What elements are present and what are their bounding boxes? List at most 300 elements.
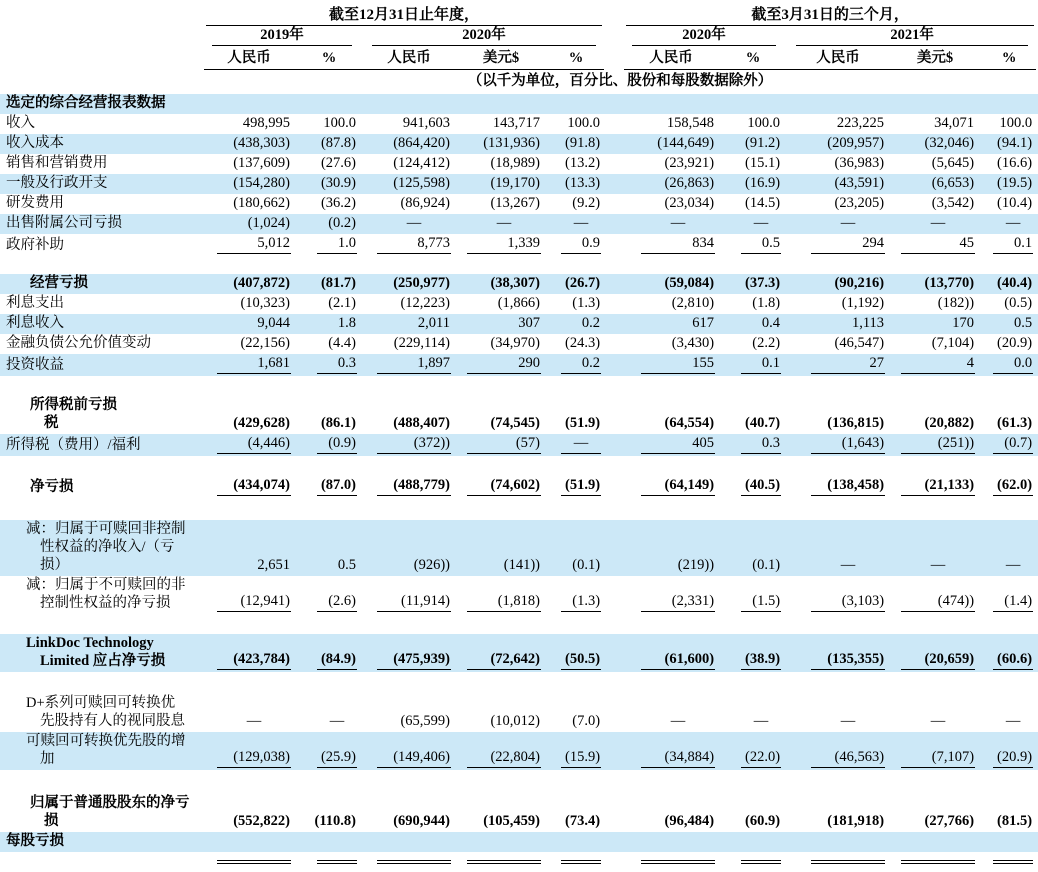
table-cell (720, 520, 786, 576)
row-label (0, 732, 202, 770)
table-cell (296, 334, 362, 354)
table-cell (456, 476, 546, 498)
cell-value: (37.3) (745, 275, 781, 291)
cell-value: (372)) (377, 434, 451, 454)
spacer-cell (0, 456, 1038, 476)
table-row (0, 732, 1038, 770)
table-cell (786, 114, 890, 134)
double-rule-line (641, 860, 715, 865)
cell-value: (15.9) (561, 748, 601, 768)
row-label (0, 832, 202, 852)
year-header (786, 26, 1038, 46)
cell-value: (3,430) (671, 335, 715, 351)
table-cell (202, 194, 296, 214)
table-cell (622, 134, 720, 154)
table-cell (980, 94, 1038, 114)
table-cell (456, 174, 546, 194)
cell-value: (94.1) (997, 135, 1033, 151)
table-cell (202, 794, 296, 832)
table-cell (546, 634, 606, 672)
row-label (0, 794, 202, 832)
cell-value: 0.5 (337, 557, 356, 573)
cell-value: (12,223) (400, 295, 450, 311)
group-gap (606, 214, 622, 234)
cell-value: (27.6) (320, 155, 356, 171)
table-cell (362, 334, 456, 354)
cell-value: (27,766) (924, 813, 975, 829)
cell-value: 0.0 (993, 354, 1033, 374)
double-rule-cell (720, 852, 786, 872)
cell-value: (434,074) (217, 476, 291, 496)
group-gap (606, 234, 622, 256)
cell-value: (488,407) (393, 415, 450, 431)
cell-value: (144,649) (657, 135, 715, 151)
cell-value: (429,628) (233, 415, 290, 431)
cell-value: (9.2) (572, 195, 601, 211)
double-rule-cell (456, 852, 546, 872)
table-cell (456, 234, 546, 256)
cell-value: (423,784) (217, 650, 291, 670)
table-row (0, 94, 1038, 114)
table-cell (456, 314, 546, 334)
cell-value: (91.8) (565, 135, 601, 151)
table-cell (980, 274, 1038, 294)
table-cell (362, 354, 456, 376)
table-cell (456, 576, 546, 614)
cell-value: (250,977) (393, 275, 450, 291)
table-row (0, 214, 1038, 234)
table-cell (980, 114, 1038, 134)
table-cell (362, 576, 456, 614)
row-label-line: 收入 (6, 115, 35, 131)
cell-value: (59,084) (664, 275, 715, 291)
cell-value: 0.4 (761, 315, 781, 331)
cell-value: (38,307) (490, 275, 540, 291)
row-label (0, 234, 202, 256)
table-cell (980, 732, 1038, 770)
cell-value: (90,216) (834, 275, 885, 291)
cell-value: (84.9) (317, 650, 357, 670)
table-cell (362, 794, 456, 832)
table-cell (720, 634, 786, 672)
row-label-line: 利息收入 (6, 315, 64, 331)
table-cell (980, 334, 1038, 354)
table-cell (296, 114, 362, 134)
table-cell (546, 334, 606, 354)
table-cell (786, 476, 890, 498)
table-row (0, 354, 1038, 376)
cell-value: (0.7) (993, 434, 1033, 454)
table-row (0, 576, 1038, 614)
table-cell (720, 396, 786, 434)
table-cell (362, 396, 456, 434)
table-cell (546, 314, 606, 334)
table-cell (786, 214, 890, 234)
group-gap (606, 334, 622, 354)
group-gap (606, 694, 622, 732)
table-cell (786, 732, 890, 770)
corner-cell (0, 26, 202, 46)
table-cell (456, 334, 546, 354)
column-header: % (568, 50, 584, 66)
table-cell (622, 634, 720, 672)
cell-value: 617 (692, 315, 715, 331)
table-cell (296, 732, 362, 770)
cell-value: (926)) (413, 557, 450, 573)
cell-value: (131,936) (483, 135, 540, 151)
table-cell (202, 396, 296, 434)
table-cell (980, 832, 1038, 852)
cell-value: 0.9 (561, 234, 601, 254)
table-cell (296, 214, 362, 234)
cell-value: (1,192) (841, 295, 885, 311)
table-cell (456, 154, 546, 174)
table-cell (362, 832, 456, 852)
row-label-line: 收入成本 (6, 135, 64, 151)
cell-value: (73.4) (565, 813, 601, 829)
table-cell (296, 520, 362, 576)
row-label-line: 可赎回可转换优先股的增 (26, 733, 186, 749)
double-rule-line (467, 860, 541, 865)
table-cell (890, 154, 980, 174)
table-cell (622, 334, 720, 354)
group-gap (606, 794, 622, 832)
row-label-line: 性权益的净收入/（亏 (40, 539, 175, 555)
cell-value: (181,918) (827, 813, 885, 829)
table-cell (546, 154, 606, 174)
spacer-row (0, 498, 1038, 520)
table-cell (456, 294, 546, 314)
table-cell (362, 294, 456, 314)
table-cell (622, 114, 720, 134)
cell-value: (38.9) (741, 650, 781, 670)
cell-value: (64,554) (664, 415, 715, 431)
cell-value: (86,924) (400, 195, 450, 211)
cell-value: (1,818) (467, 592, 541, 612)
double-rule-cell (202, 852, 296, 872)
table-cell (786, 576, 890, 614)
table-cell (622, 732, 720, 770)
table-cell (202, 634, 296, 672)
column-header: % (321, 50, 337, 66)
group-gap (606, 294, 622, 314)
table-cell (622, 832, 720, 852)
table-cell (720, 694, 786, 732)
cell-value: 498,995 (242, 115, 290, 131)
cell-value: (62.0) (993, 476, 1033, 496)
table-cell (720, 174, 786, 194)
cell-value: — (561, 434, 601, 454)
table-cell (786, 794, 890, 832)
cell-value: (23,034) (664, 195, 715, 211)
cell-value: (6,653) (931, 175, 975, 191)
cell-value: (136,815) (827, 415, 885, 431)
table-cell (622, 794, 720, 832)
group-gap (606, 154, 622, 174)
cell-value: 834 (641, 234, 715, 254)
table-cell (720, 832, 786, 852)
double-rule-line (741, 860, 781, 865)
cell-value: (0.1) (752, 557, 781, 573)
table-cell (786, 354, 890, 376)
table-cell (980, 294, 1038, 314)
cell-value: 100.0 (999, 115, 1033, 131)
cell-value: (26,863) (664, 175, 715, 191)
cell-value: (1.3) (572, 295, 601, 311)
cell-value: (20.9) (997, 335, 1033, 351)
row-label-line: LinkDoc Technology (26, 635, 154, 651)
cell-value: (86.1) (320, 415, 356, 431)
spacer-cell (0, 614, 1038, 634)
cell-value: (3,103) (811, 592, 885, 612)
cell-value: (19.5) (997, 175, 1033, 191)
corner-cell (0, 46, 202, 69)
table-cell (456, 732, 546, 770)
row-label-line: 损 (44, 813, 59, 829)
table-cell (890, 354, 980, 376)
cell-value: (24.3) (565, 335, 601, 351)
column-header: 美元$ (482, 50, 520, 66)
cell-value: (219)) (677, 557, 715, 573)
cell-value: (74,602) (467, 476, 541, 496)
cell-value: 1.8 (337, 315, 356, 331)
year-label: 2021年 (796, 26, 1028, 46)
table-cell (720, 134, 786, 154)
cell-value: — (1005, 713, 1021, 729)
cell-value: (18,989) (490, 155, 540, 171)
cell-value: (36.2) (320, 195, 356, 211)
row-label-line: D+系列可赎回可转换优 (26, 695, 176, 711)
column-header: 人民币 (649, 50, 693, 66)
table-cell (202, 94, 296, 114)
period-group-row (0, 6, 1038, 26)
cell-value: (36,983) (834, 155, 885, 171)
table-cell (456, 520, 546, 576)
cell-value: (229,114) (393, 335, 450, 351)
group-gap (606, 314, 622, 334)
cell-value: (0.5) (1004, 295, 1033, 311)
row-label-line: 研发费用 (6, 195, 64, 211)
cell-value: 0.5 (741, 234, 781, 254)
double-rule-line (901, 860, 975, 865)
cell-value: 405 (641, 434, 715, 454)
cell-value: (26.7) (565, 275, 601, 291)
table-cell (622, 476, 720, 498)
table-cell (622, 234, 720, 256)
cell-value: 27 (811, 354, 885, 374)
table-row (0, 476, 1038, 498)
cell-value: 45 (901, 234, 975, 254)
cell-value: — (496, 215, 512, 231)
table-cell (296, 154, 362, 174)
table-cell (980, 396, 1038, 434)
table-cell (362, 694, 456, 732)
cell-value: 1,681 (217, 354, 291, 374)
row-label-line: 损） (40, 557, 69, 573)
table-cell (786, 434, 890, 456)
row-label (0, 354, 202, 376)
table-cell (890, 274, 980, 294)
cell-value: (96,484) (664, 813, 715, 829)
table-cell (622, 314, 720, 334)
table-cell (546, 274, 606, 294)
group-gap (606, 634, 622, 672)
table-cell (202, 476, 296, 498)
cell-value: (2.2) (752, 335, 781, 351)
group-gap (606, 576, 622, 614)
table-row (0, 154, 1038, 174)
table-cell (546, 294, 606, 314)
table-cell (890, 694, 980, 732)
table-cell (622, 434, 720, 456)
table-cell (786, 234, 890, 256)
cell-value: (50.5) (561, 650, 601, 670)
cell-value: 1,897 (377, 354, 451, 374)
table-cell (980, 520, 1038, 576)
cell-value: (3,542) (931, 195, 975, 211)
cell-value: — (840, 713, 856, 729)
cell-value: — (840, 557, 856, 573)
table-cell (890, 476, 980, 498)
table-cell (456, 94, 546, 114)
cell-value: (30.9) (320, 175, 356, 191)
table-cell (890, 434, 980, 456)
row-label-line: 净亏损 (30, 479, 74, 495)
spacer-row (0, 256, 1038, 274)
table-cell (456, 694, 546, 732)
table-cell (720, 294, 786, 314)
row-label-line: 减：归属于可赎回非控制 (26, 521, 186, 537)
cell-value: 0.1 (741, 354, 781, 374)
table-cell (890, 294, 980, 314)
row-label (0, 334, 202, 354)
cell-value: — (329, 713, 345, 729)
table-cell (546, 194, 606, 214)
cell-value: (22.0) (741, 748, 781, 768)
cell-value: 0.2 (581, 315, 601, 331)
table-cell (456, 194, 546, 214)
table-cell (296, 354, 362, 376)
cell-value: (1,024) (247, 215, 290, 231)
table-cell (720, 194, 786, 214)
cell-value: (2.6) (317, 592, 357, 612)
table-cell (890, 194, 980, 214)
table-row (0, 434, 1038, 456)
group-gap (606, 274, 622, 294)
table-cell (786, 94, 890, 114)
column-header: 人民币 (816, 50, 860, 66)
year-label: 2020年 (632, 26, 776, 46)
table-cell (890, 174, 980, 194)
table-cell (202, 732, 296, 770)
cell-value: (135,355) (811, 650, 885, 670)
group-gap (606, 732, 622, 770)
table-cell (890, 334, 980, 354)
table-cell (546, 794, 606, 832)
table-cell (786, 194, 890, 214)
cell-value: (87.0) (317, 476, 357, 496)
cell-value: (10,323) (240, 295, 290, 311)
cell-value: (22,156) (240, 335, 290, 351)
row-label-line: 政府补助 (6, 237, 64, 253)
table-cell (720, 354, 786, 376)
cell-value: (57) (467, 434, 541, 454)
cell-value: (91.2) (745, 135, 781, 151)
cell-value: 100.0 (567, 115, 601, 131)
cell-value: 1,339 (467, 234, 541, 254)
table-cell (786, 134, 890, 154)
cell-value: 143,717 (492, 115, 540, 131)
table-cell (980, 476, 1038, 498)
table-cell (296, 576, 362, 614)
table-cell (720, 334, 786, 354)
cell-value: (154,280) (233, 175, 290, 191)
table-cell (890, 732, 980, 770)
cell-value: (81.7) (320, 275, 356, 291)
double-rule-cell (546, 852, 606, 872)
table-cell (786, 832, 890, 852)
cell-value: (4,446) (217, 434, 291, 454)
table-cell (546, 520, 606, 576)
table-cell (890, 314, 980, 334)
row-label (0, 194, 202, 214)
cell-value: (137,609) (233, 155, 290, 171)
double-rule-cell (786, 852, 890, 872)
double-rule-line (377, 860, 451, 865)
cell-value: (129,038) (217, 748, 291, 768)
table-cell (202, 334, 296, 354)
cell-value: (40.5) (741, 476, 781, 496)
cell-value: (1,866) (497, 295, 540, 311)
cell-value: 0.5 (1013, 315, 1033, 331)
table-cell (720, 214, 786, 234)
table-cell (296, 476, 362, 498)
cell-value: (34,884) (641, 748, 715, 768)
cell-value: 155 (641, 354, 715, 374)
cell-value: 4 (901, 354, 975, 374)
cell-value: (61.3) (997, 415, 1033, 431)
cell-value: (7,104) (931, 335, 975, 351)
row-label (0, 214, 202, 234)
table-cell (720, 154, 786, 174)
table-cell (720, 794, 786, 832)
table-cell (980, 694, 1038, 732)
table-cell (890, 214, 980, 234)
spacer-row (0, 770, 1038, 794)
row-label-line: 选定的综合经营报表数据 (6, 95, 166, 111)
double-rule-line (217, 860, 291, 865)
table-cell (622, 194, 720, 214)
corner-cell (0, 6, 202, 26)
cell-value: (72,642) (467, 650, 541, 670)
cell-value: (12,941) (217, 592, 291, 612)
spacer-cell (0, 498, 1038, 520)
table-row (0, 694, 1038, 732)
cell-value: 158,548 (666, 115, 715, 131)
table-cell (720, 732, 786, 770)
year-header (202, 26, 362, 46)
double-rule-cell (296, 852, 362, 872)
cell-value: 100.0 (323, 115, 356, 131)
table-cell (362, 94, 456, 114)
period-group-header (202, 6, 606, 26)
cell-value: (438,303) (233, 135, 290, 151)
table-cell (546, 434, 606, 456)
cell-value: (46,563) (811, 748, 885, 768)
double-rule-cell (980, 852, 1038, 872)
double-rule-cell (890, 852, 980, 872)
table-cell (786, 396, 890, 434)
